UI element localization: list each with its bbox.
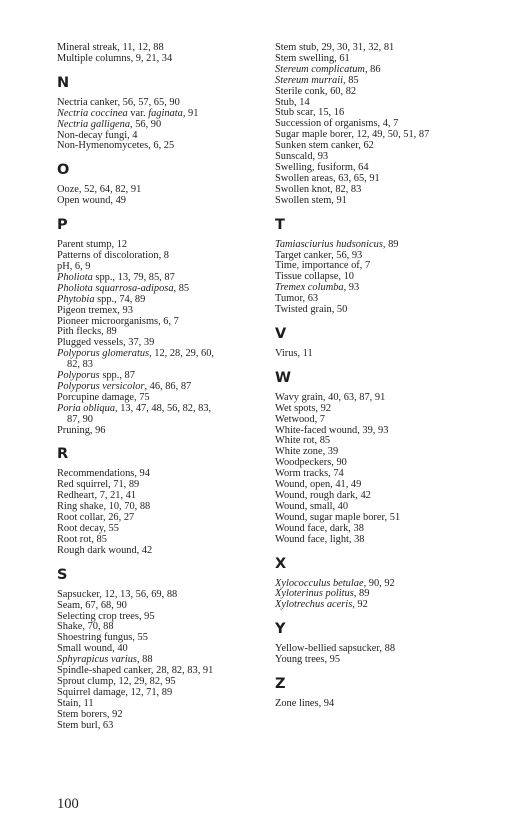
index-text: spp., 87: [99, 370, 135, 382]
index-text: Young trees, 95: [275, 654, 341, 666]
index-text: Succession of organisms, 4, 7: [275, 118, 399, 130]
index-text: Red squirrel, 71, 89: [57, 479, 140, 491]
index-text: Pioneer microorganisms, 6, 7: [57, 315, 179, 327]
index-text: Recommendations, 94: [57, 468, 150, 480]
index-entry: [57, 426, 262, 437]
index-text: Sunscald, 93: [275, 151, 329, 163]
index-text: Sugar maple borer, 12, 49, 50, 51, 87: [275, 129, 430, 141]
index-text: Ring shake, 10, 70, 88: [57, 501, 151, 513]
index-text: Non-decay fungi, 4: [57, 129, 138, 141]
index-text: Stub scar, 15, 16: [275, 107, 345, 119]
index-entry: [275, 699, 500, 710]
section-letter-heading: W: [275, 369, 291, 386]
index-text: , 85: [173, 282, 190, 294]
index-text: Shoestring fungus, 55: [57, 632, 148, 644]
index-entry: [275, 196, 500, 207]
index-entry: [57, 721, 262, 732]
index-text: , 85: [343, 74, 359, 86]
index-text: Pruning, 96: [57, 424, 106, 436]
index-text: Wound, open, 41, 49: [275, 479, 362, 491]
index-text: Wound, sugar maple borer, 51: [275, 511, 401, 523]
index-text: Rough dark wound, 42: [57, 544, 153, 556]
index-text: Patterns of discoloration, 8: [57, 250, 169, 262]
index-text: , 56, 90: [130, 118, 162, 130]
index-text: Porcupine damage, 75: [57, 391, 150, 403]
index-text: Swollen areas, 63, 65, 91: [275, 172, 380, 184]
index-term-italic: Sphyrapicus varius: [57, 654, 137, 666]
index-term-italic: Polyporus: [57, 370, 100, 382]
section-letter-heading: X: [275, 555, 287, 572]
index-text: Wound face, dark, 38: [275, 522, 364, 534]
section-letter-heading: O: [57, 162, 70, 179]
section-letter-heading: Z: [275, 676, 286, 693]
index-entry: [275, 655, 500, 666]
index-text: Parent stump, 12: [57, 239, 128, 251]
index-text: Sterile conk, 60, 82: [275, 85, 357, 97]
index-text: Wetwood, 7: [275, 413, 325, 425]
index-text: Wound, small, 40: [275, 500, 349, 512]
index-text: Sunken stem canker, 62: [275, 140, 374, 152]
index-entry: [57, 54, 262, 65]
index-text: , 89: [382, 238, 399, 250]
index-text: , 88: [136, 654, 153, 666]
index-text: Swollen stem, 91: [275, 194, 347, 206]
index-text: Plugged vessels, 37, 39: [57, 337, 155, 349]
section-letter-heading: R: [57, 446, 69, 463]
index-text: Spindle-shaped canker, 28, 82, 83, 91: [57, 665, 214, 677]
index-text: Stem stub, 29, 30, 31, 32, 81: [275, 42, 395, 53]
index-text: Seam, 67, 68, 90: [57, 599, 127, 611]
index-text: , 46, 86, 87: [144, 380, 192, 392]
index-text: Small wound, 40: [57, 643, 128, 655]
index-text: Stub, 14: [275, 96, 310, 108]
index-term-italic: Stereum murraii: [275, 74, 344, 86]
index-text: , 92: [352, 599, 368, 611]
index-column-left: [57, 43, 262, 732]
section-letter-heading: Y: [275, 621, 286, 638]
index-text: Stem swelling, 61: [275, 52, 350, 64]
section-letter-heading: P: [57, 217, 68, 234]
index-term-italic: Xylotrechus aceris: [275, 599, 353, 611]
index-text: spp., 13, 79, 85, 87: [92, 271, 175, 283]
index-text: Root collar, 26, 27: [57, 512, 135, 524]
index-text: White zone, 39: [275, 446, 339, 458]
index-text: pH, 6, 9: [57, 260, 91, 272]
index-text: Redheart, 7, 21, 41: [57, 490, 137, 502]
index-term-italic: Xylococculus betulae: [275, 577, 364, 589]
index-text: Shake, 70, 88: [57, 621, 114, 633]
index-term-italic: Polyporus glomeratus: [57, 348, 150, 360]
index-text: Yellow-bellied sapsucker, 88: [275, 643, 396, 655]
index-term-italic: Nectria coccinea: [57, 107, 128, 119]
index-text: , 93: [343, 282, 360, 294]
index-term-italic: Polyporus versicolor: [57, 380, 145, 392]
index-text: Non-Hymenomycetes, 6, 25: [57, 140, 175, 152]
page-number: 100: [57, 796, 79, 812]
index-text: Squirrel damage, 12, 71, 89: [57, 686, 173, 698]
index-text: Swollen knot, 82, 83: [275, 183, 362, 195]
index-text: spp., 74, 89: [94, 293, 146, 305]
index-text: Swelling, fusiform, 64: [275, 161, 369, 173]
index-text: Woodpeckers, 90: [275, 457, 347, 469]
index-entry: [275, 535, 500, 546]
index-term-italic: Pholiota squarrosa-adiposa: [57, 282, 174, 294]
section-letter-heading: V: [275, 325, 287, 342]
index-term-italic: Tamiasciurius hudsonicus: [275, 238, 383, 250]
section-letter-heading: T: [275, 216, 285, 233]
index-text: , 90, 92: [363, 577, 395, 589]
index-column-right: [275, 43, 500, 710]
index-text: Zone lines, 94: [275, 698, 335, 710]
index-text: Ooze, 52, 64, 82, 91: [57, 184, 142, 196]
index-text: 82, 83: [67, 359, 93, 371]
index-text: , 12, 28, 29, 60,: [149, 348, 215, 360]
index-text: , 86: [364, 63, 381, 75]
index-term-italic: Pholiota: [57, 271, 93, 283]
index-text: Twisted grain, 50: [275, 304, 348, 316]
index-text: Wound face, light, 38: [275, 533, 365, 545]
index-text: Stem burl, 63: [57, 719, 114, 731]
index-entry: [57, 546, 262, 557]
index-text: Virus, 11: [275, 347, 313, 359]
index-text: Stain, 11: [57, 697, 94, 709]
index-term-italic: Poria obliqua: [57, 402, 116, 414]
index-term-italic: Tremex columba: [275, 282, 344, 294]
section-letter-heading: S: [57, 566, 68, 583]
index-entry: [275, 600, 500, 611]
index-text: Nectria canker, 56, 57, 65, 90: [57, 96, 180, 108]
index-text: var.: [127, 107, 149, 119]
index-entry: [57, 196, 262, 207]
index-text: Target canker, 56, 93: [275, 249, 363, 261]
index-text: Sprout clump, 12, 29, 82, 95: [57, 675, 176, 687]
index-text: Selecting crop trees, 95: [57, 610, 155, 622]
index-term-italic: faginata: [148, 107, 183, 119]
index-text: Stem borers, 92: [57, 708, 123, 720]
index-text: Wet spots, 92: [275, 402, 332, 414]
index-text: Worm tracks, 74: [275, 468, 344, 480]
index-entry: [275, 349, 500, 360]
index-entry: [57, 141, 262, 152]
index-text: Sapsucker, 12, 13, 56, 69, 88: [57, 588, 178, 600]
section-letter-heading: N: [57, 74, 70, 91]
index-text: Root rot, 85: [57, 533, 107, 545]
index-text: White rot, 85: [275, 435, 331, 447]
index-text: Wavy grain, 40, 63, 87, 91: [275, 391, 386, 403]
index-text: , 89: [353, 588, 370, 600]
index-term-italic: Nectria galligena: [57, 118, 131, 130]
index-text: Root decay, 55: [57, 523, 119, 534]
index-text: Pith flecks, 89: [57, 326, 117, 338]
index-text: Multiple columns, 9, 21, 34: [57, 52, 173, 64]
index-text: , 13, 47, 48, 56, 82, 83,: [115, 402, 212, 414]
index-text: , 91: [182, 107, 199, 119]
index-text: Mineral streak, 11, 12, 88: [57, 42, 164, 53]
index-entry: [275, 305, 500, 316]
index-text: Pigeon tremex, 93: [57, 304, 133, 316]
index-text: Open wound, 49: [57, 195, 126, 207]
index-text: 87, 90: [67, 413, 93, 425]
index-text: Time, importance of, 7: [275, 260, 371, 272]
index-term-italic: Xyloterinus politus: [275, 588, 354, 600]
index-text: Tumor, 63: [275, 293, 319, 305]
index-text: White-faced wound, 39, 93: [275, 424, 389, 436]
index-term-italic: Phytobia: [57, 293, 95, 305]
index-text: Tissue collapse, 10: [275, 271, 354, 283]
index-term-italic: Stereum complicatum: [275, 63, 365, 75]
index-text: Wound, rough dark, 42: [275, 490, 371, 501]
